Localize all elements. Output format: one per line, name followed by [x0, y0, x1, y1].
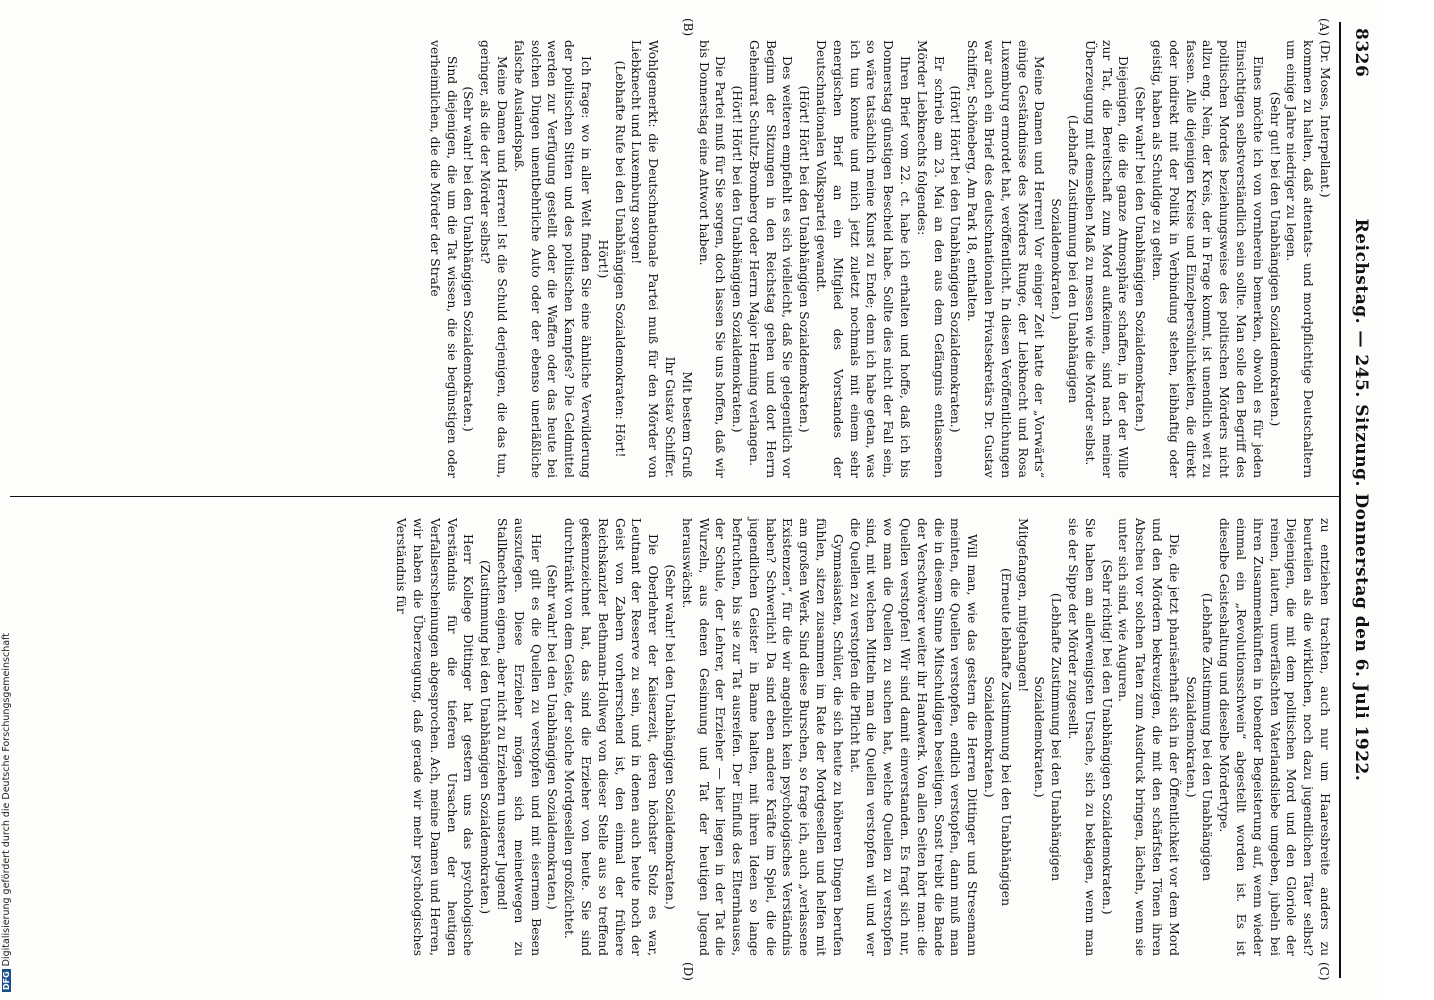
paragraph: Die, die jetzt pharisäerhaft sich in der Öffentlichkeit vor dem Mord und den Mördern bekreuzigen, die mit den schärfsten Tönen ihren Abscheu vor solchen Taten zum Ausdruck bringen, lächeln, wenn sie unter sich sind, wie Auguren.: [1116, 518, 1181, 956]
interjection: (Lebhafte Zustimmung bei den Unabhängigen Sozialdemokraten.): [1032, 592, 1064, 882]
interjection: (Sehr gut! bei den Unabhängigen Sozialdemokraten.): [1267, 91, 1282, 427]
margin-mark-a: (A): [1317, 18, 1331, 37]
paragraph: Herr Kollege Dittinger hat gestern uns das psychologische Verständnis für die tieferen Ursachen der heutigen Verfallserscheinungen abgesprochen. Ach, meine Damen und Herren, wir haben die Überzeugung, daß gerade wir mehr psychologisches Verständnis für: [394, 518, 476, 956]
credit-text: Digitalisierung gefördert durch die Deutsche Forschungsgemeinschaft: [1, 633, 12, 967]
left-column: [426, 40, 1333, 478]
header-rule: [1339, 22, 1341, 978]
paragraph: Will man, wie das gestern die Herren Dittinger und Stresemann meinten, die Quellen verstopfen, endlich verstopfen, dann muß man die in diesem Sinne Mitschuldigen beseitigen. Sonst treibt die Bande der Verschwörer weiter ihr Handwerk. Von allen Seiten hört man: die Quellen verstopfen! Wir sind damit einverstanden. Es fragt sich nur, wo man die Quellen zu suchen hat, welche Quellen zu verstopfen sind, mit welchen Mitteln man die Quellen verstopfen will und wer die Quellen zu verstopfen die Pflicht hat.: [847, 518, 980, 956]
digitization-credit: [1, 633, 12, 992]
paragraph: zu entziehen trachten, auch nur um Haaresbreite anders zu beurteilen als die wirklichen, noch dazu jugendlichen Täter selbst? Diejenigen, die mit dem politischen Mord und den Gloriole der reinen, lautern, unverfälschten Vaterlandsliebe umgeben, jubeln bei ihren Zusammenkünften in tobender Begeisterung auf, wenn wieder einmal ein „Revolutionsschwein“ abgestellt worden ist. Es ist dieselbe Geisteshaltung und dieselbe Mördertype.: [1217, 518, 1332, 956]
interjection: (Zustimmung bei den Unabhängigen Sozialdemokraten.): [478, 559, 493, 915]
paragraph: kommen zu halten, daß attentats- und mordpflichtige Deutschaltern um einige Jahre niedriger zu legen.: [1284, 40, 1316, 478]
paragraph: Sind diejenigen, die um die Tat wissen, die sie begünstigen oder verheimlichen, die die Mörder der Strafe: [427, 40, 459, 478]
right-column: [392, 518, 1333, 956]
paragraph: Die Oberlehrer der Kaiserzeit, deren höchster Stolz es war, Leutnant der Reserve zu sein, und in denen auch heute noch der Geist von Zabern vorherrschend ist, den einmal der frühere Reichskanzler Bethmann-Hollweg von dieser Stelle aus so treffend gekennzeichnet hat, das sind die Erzieher von heute. Sie sind durchtränkt von dem Geiste, der solche Mordgesellen großzüchtet.: [562, 518, 661, 956]
running-title: Reichstag. — 245. Sitzung. Donnerstag den 6. Juli 1922.: [1351, 218, 1371, 782]
interjection: (Sehr wahr! bei den Unabhängigen Sozialdemokraten.): [545, 564, 560, 910]
paragraph: (Dr. Moses, Interpellant.): [1318, 40, 1332, 198]
interjection: (Sehr richtig! bei den Unabhängigen Sozialdemokraten.): [1099, 559, 1114, 915]
interjection: (Lebhafte Zustimmung bei den Unabhängigen Sozialdemokraten.): [1049, 114, 1081, 404]
paragraph: Sie haben am allerwenigsten Ursache, sich zu beklagen, wenn man sie der Sippe der Mörder zugesellt.: [1066, 518, 1097, 956]
paragraph: Gymnasiasten, Schüler, die sich heute zu höheren Dingen berufen fühlen, sitzen zusammen im Rate der Mordgesellen und helfen mit am großen Werk. Sind diese Burschen, so frage ich, auch „verlassene Existenzen“, für die wir angeblich kein psychologisches Verständnis haben? Schwerlich! Da sind eben andere Kräfte im Spiel, die die jugendlichen Geister in Banne halten, mit ihren Ideen so lange befruchten, bis sie zur Tat ausreifen. Der Einfluß des Elternhauses, der Schule, der Lehrer, der Erzieher — hier liegen in der Tat die Wurzeln, aus denen Gesinnung und Tat der heutigen Jugend herauswächst.: [679, 518, 845, 956]
margin-mark-d: (D): [681, 962, 695, 981]
interjection: (Erneute lebhafte Zustimmung bei den Unabhängigen Sozialdemokraten.): [982, 568, 1013, 906]
page-number: 8326: [1351, 28, 1371, 78]
paragraph: Des weiteren empfiehlt es sich vielleicht, daß Sie gelegentlich vor Beginn der Sitzungen in den Reichstag gehen und dort Herrn Geheimrat Schultz-Bromberg oder Herrn Major Henning verlangen.: [746, 40, 795, 478]
margin-mark-c: (C): [1317, 962, 1331, 981]
dfg-logo: DFG: [2, 971, 11, 990]
paragraph: Die Partei muß für Sie sorgen, doch lassen Sie uns hoffen, daß wir bis Donnerstag eine Antwort haben.: [696, 40, 728, 478]
paragraph: Mit bestem Gruß: [679, 371, 694, 478]
interjection: (Lebhafte Zustimmung bei den Unabhängigen Sozialdemokraten.): [1183, 592, 1215, 882]
interjection: (Sehr wahr! bei den Unabhängigen Sozialdemokraten.): [461, 86, 476, 432]
interjection: (Hört! Hört! bei den Unabhängigen Sozialdemokraten.): [797, 85, 812, 433]
paragraph: Er schrieb am 23. Mai an den aus dem Gefängnis entlassenen Mörder Liebknechts folgendes:: [914, 40, 946, 478]
paragraph: Eines möchte ich von vornherein bemerken, obwohl es für jeden Einsichtigen selbstverständlich sein sollte. Man solle den Begriff des politischen Mordes beziehungsweise des politischen Mörders nicht allzu eng. Nein, der Kreis, der in Frage kommt, ist unendlich weit zu fassen. Alle diejenigen Kreise und Einzelpersönlichkeiten, die direkt oder indirekt mit der Politik in Verbindung stehen, leibhaftig oder geistig, haben als Schuldige zu gelten.: [1150, 40, 1265, 478]
paragraph: Ihren Brief vom 22. ct. habe ich erhalten und hoffe, daß ich bis Donnerstag günstigen Bescheid habe. Sollte dies nicht der Fall sein, so wäre tatsächlich meine Kunst zu Ende; denn ich habe getan, was ich tun konnte und mich jetzt zuletzt nochmals mit einem sehr energischen Brief an ein Mitglied des Vorstandes der Deutschnationalen Volkspartei gewandt.: [814, 40, 913, 478]
margin-mark-b: (B): [681, 18, 695, 37]
interjection: (Lebhafte Rufe bei den Unabhängigen Sozialdemokraten: Hört! Hört!): [595, 60, 627, 458]
interjection: (Hört! Hört! bei den Unabhängigen Sozialdemokraten.): [730, 85, 745, 433]
paragraph: Hier gilt es die Quellen zu verstopfen und mit eisernem Besen auszufegen. Diese Erzieher mögen sich meinetwegen zu Stallknechten eignen, aber nicht zu Erziehern unserer Jugend!: [494, 518, 543, 956]
interjection: (Sehr wahr! bei den Unabhängigen Sozialdemokraten.): [662, 564, 677, 910]
paragraph: Ihr Gustav Schiffer.: [662, 356, 677, 478]
interjection: (Hört! Hört! bei den Unabhängigen Sozialdemokraten.): [948, 85, 963, 433]
paragraph: Diejenigen, die die ganze Atmosphäre schaffen, in der der Wille zur Tat, die Bereitschaft zum Mord aufkeimen, sind nach meiner Überzeugung mit demselben Maß zu messen wie die Mörder selbst.: [1082, 40, 1131, 478]
paragraph: Meine Damen und Herren! Vor einiger Zeit hatte der „Vorwärts“ einige Geständnisse des Mörders Runge, der Liebknecht und Rosa Luxemburg ermordet hat, veröffentlicht. In diesen Veröffentlichungen war auch ein Brief des deutschnationalen Privatsekretärs Dr. Gustav Schiffer, Schöneberg, Am Park 18, enthalten.: [965, 40, 1047, 478]
paragraph: Ich frage: wo in aller Welt finden Sie eine ähnliche Verwilderung der politischen Sitten und des politischen Kampfes? Die Geldmittel werden zur Verfügung gestellt oder die Waffen oder das heute bei solchen Dingen unentbehrliche Auto oder der ebenso unerläßliche falsche Auslandspaß.: [511, 40, 593, 478]
paragraph: Wohlgemerkt: die Deutschnationale Partei muß für den Mörder von Liebknecht und Luxemburg sorgen!: [629, 40, 661, 478]
paragraph: Mitgefangen, mitgehangen!: [1015, 518, 1030, 693]
paragraph: Meine Damen und Herren! Ist die Schuld derjenigen, die das tun, geringer, als die der Mörder selbst?: [478, 40, 509, 478]
interjection: (Sehr wahr! bei den Unabhängigen Sozialdemokraten.): [1133, 86, 1148, 432]
column-divider: [10, 496, 1339, 497]
page-header: [1345, 28, 1371, 972]
